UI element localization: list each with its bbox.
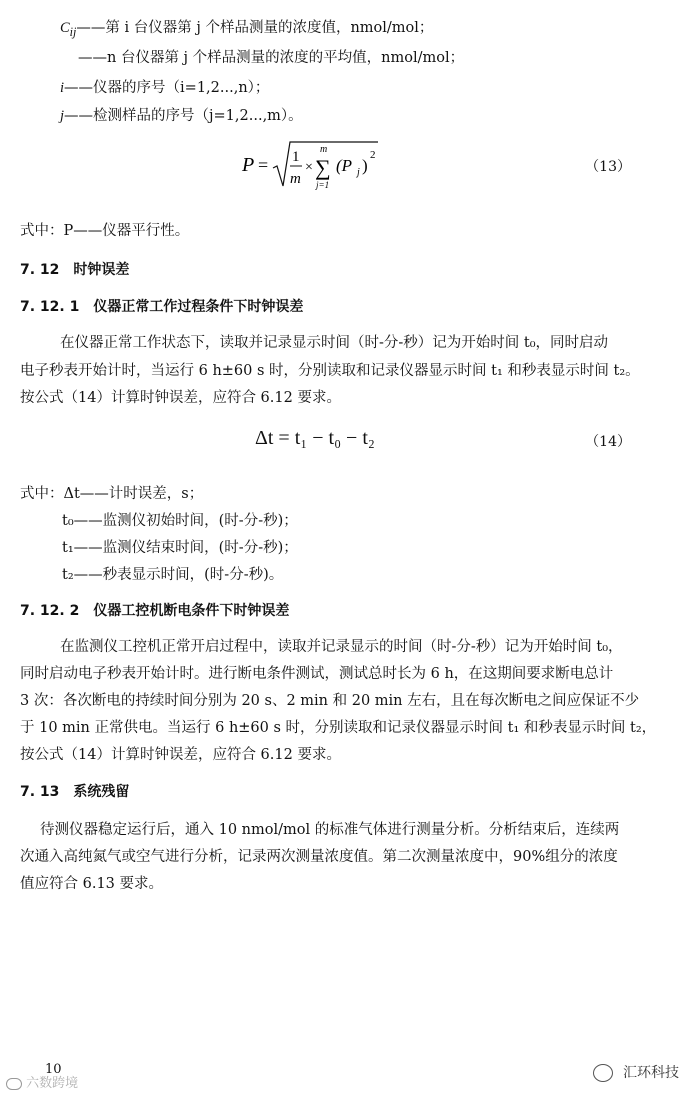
definition-text: ——仪器的序号（i=1,2...,n）； [64, 80, 270, 96]
para-713-line-1: 待测仪器稳定运行后，通入 10 nmol/mol 的标准气体进行测量分析。分析结束后，连续两 [40, 822, 620, 838]
watermark-right: 汇环科技 [593, 1062, 679, 1082]
eq14-def-t1: t₁——监测仪结束时间，(时-分-秒)； [62, 540, 298, 556]
definition-cj-mean [78, 46, 464, 67]
eq13-times: × [305, 160, 313, 175]
equation-13 [240, 138, 390, 194]
eq14-def-t2: t₂——秒表显示时间，(时-分-秒)。 [62, 567, 284, 583]
equation-number-14: （14） [585, 434, 631, 450]
eq13-num: 1 [292, 149, 300, 165]
definition-cij [60, 16, 433, 40]
para-7121-line-1: 在仪器正常工作状态下，读取并记录显示时间（时-分-秒）记为开始时间 t₀，同时启动 [60, 335, 609, 351]
definition-j: j——检测样品的序号（j=1,2...,m）。 [60, 108, 303, 124]
definition-text: ——检测样品的序号（j=1,2...,m）。 [64, 108, 303, 124]
definition-text: ——第 i 台仪器第 j 个样品测量的浓度值，nmol/mol； [76, 20, 434, 36]
section-7-12-1-title: 7. 12. 1 仪器正常工作过程条件下时钟误差 [20, 299, 304, 315]
eq13-equals: = [258, 155, 269, 175]
wechat-icon [593, 1064, 613, 1082]
section-7-12-title: 7. 12 时钟误差 [20, 262, 130, 278]
para-7122-line-3: 3 次：各次断电的持续时间分别为 20 s、2 min 和 20 min 左右，且在每次断电之间应保证不少 [20, 693, 640, 709]
para-7122-line-1: 在监测仪工控机正常开启过程中，读取并记录显示的时间（时-分-秒）记为开始时间 t₀， [60, 639, 623, 655]
eq14-def-t0: t₀——监测仪初始时间，(时-分-秒)； [62, 513, 298, 529]
page-number: 10 [45, 1062, 62, 1077]
section-7-13-title: 7. 13 系统残留 [20, 784, 130, 800]
eq13-sum-bottom: j=1 [316, 180, 330, 190]
equation-14: Δt = t₁ − t₀ − t₂ [255, 427, 375, 449]
definition-i: i——仪器的序号（i=1,2...,n）； [60, 80, 270, 96]
eq13-den: m [290, 171, 301, 187]
para-7122-line-5: 按公式（14）计算时钟误差，应符合 6.12 要求。 [20, 747, 341, 763]
sigma-icon: ∑ [315, 155, 331, 180]
para-713-line-2: 次通入高纯氮气或空气进行分析，记录两次测量浓度值。第二次测量浓度中，90%组分的浓度 [20, 849, 618, 865]
para-7122-line-2: 同时启动电子秒表开始计时。进行断电条件测试，测试总时长为 6 h，在这期间要求断电总计 [20, 666, 614, 682]
watermark-left: 六数跨境 [6, 1072, 78, 1091]
para-7122-line-4: 于 10 min 正常供电。当运行 6 h±60 s 时，分别读取和记录仪器显示时间 t₁ 和秒表显示时间 t₂， [20, 720, 657, 736]
eq14-def-dt: 式中：Δt——计时误差，s； [20, 486, 204, 502]
eq13-exp: 2 [370, 149, 376, 161]
eq13-lhs: P [242, 154, 255, 176]
para-7121-line-3: 按公式（14）计算时钟误差，应符合 6.12 要求。 [20, 390, 341, 406]
section-7-12-2-title: 7. 12. 2 仪器工控机断电条件下时钟误差 [20, 603, 290, 619]
equation-number-13: （13） [585, 159, 631, 175]
eq13-term-close: ) [362, 156, 368, 175]
para-7121-line-2: 电子秒表开始计时，当运行 6 h±60 s 时，分别读取和记录仪器显示时间 t₁ 和秒表显示时间 t₂。 [20, 363, 640, 379]
para-713-line-3: 值应符合 6.13 要求。 [20, 876, 164, 892]
definition-text: ——n 台仪器第 j 个样品测量的浓度的平均值，nmol/mol； [78, 50, 465, 66]
definition-var: $C_{ij}$ [60, 20, 77, 39]
eq13-term: (P [336, 156, 353, 175]
eq13-term-sub: j [357, 167, 360, 178]
watermark-logo-icon [6, 1078, 22, 1090]
p-definition: 式中：P——仪器平行性。 [20, 223, 190, 239]
eq13-sum-top: m [320, 144, 328, 155]
